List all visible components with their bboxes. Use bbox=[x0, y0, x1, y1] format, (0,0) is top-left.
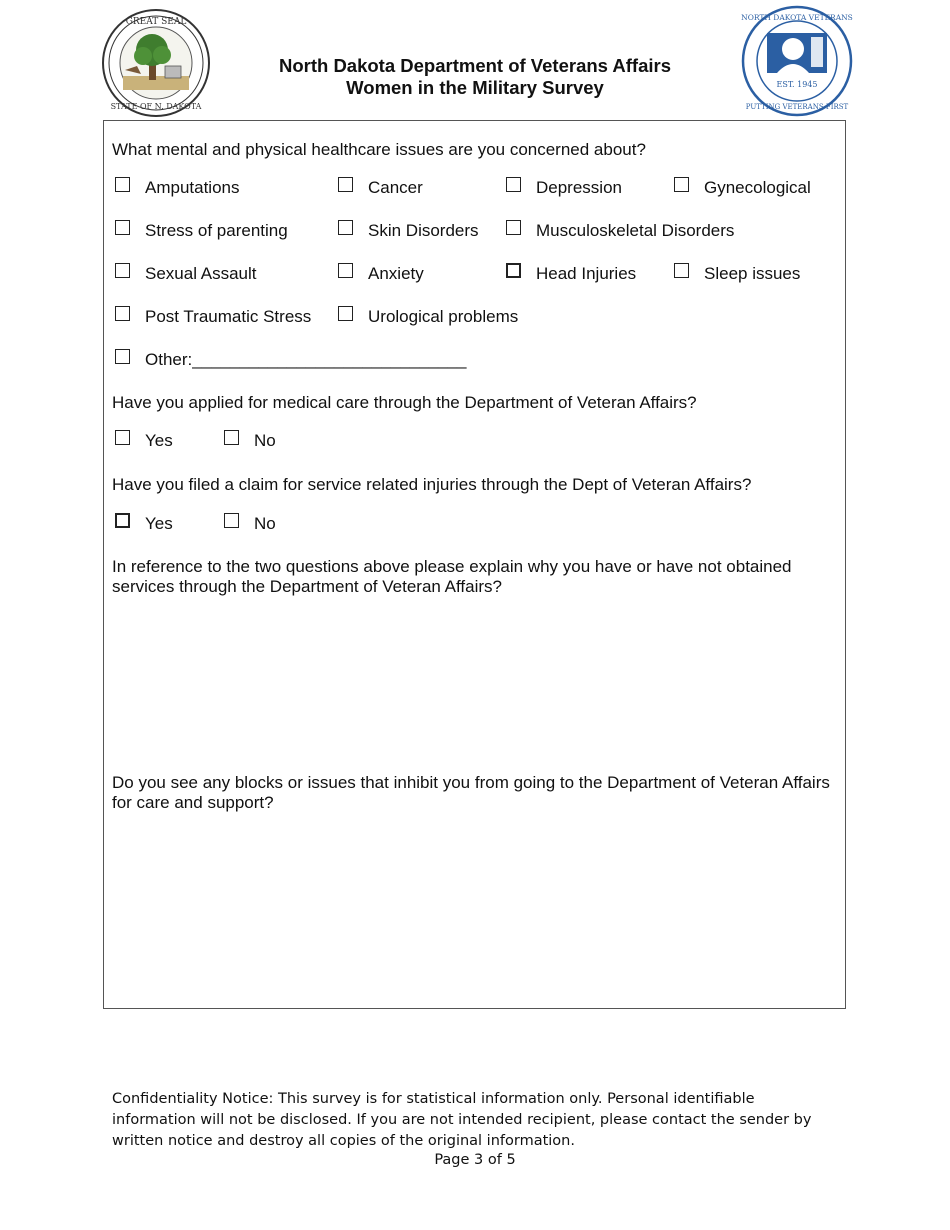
page-title bbox=[230, 55, 720, 99]
checkbox-other[interactable] bbox=[115, 349, 130, 364]
option-sexual-assault: Sexual Assault bbox=[145, 264, 257, 283]
checkbox-post-traumatic-stress[interactable] bbox=[115, 306, 130, 321]
q2-yes-label: Yes bbox=[145, 431, 173, 450]
checkbox-q3-yes[interactable] bbox=[115, 513, 130, 528]
option-musculoskeletal: Musculoskeletal Disorders bbox=[536, 221, 735, 240]
nd-veterans-affairs-seal-logo bbox=[741, 5, 853, 117]
question-blocks-issues: Do you see any blocks or issues that inhibit you from going to the Department of Veteran Affairs for care and support? bbox=[112, 773, 830, 812]
checkbox-musculoskeletal[interactable] bbox=[506, 220, 521, 235]
option-gynecological: Gynecological bbox=[704, 178, 811, 197]
checkbox-skin-disorders[interactable] bbox=[338, 220, 353, 235]
svg-text:EST. 1945: EST. 1945 bbox=[776, 80, 818, 89]
checkbox-stress-of-parenting[interactable] bbox=[115, 220, 130, 235]
option-other: Other:_____________________________ bbox=[145, 350, 467, 369]
option-skin-disorders: Skin Disorders bbox=[368, 221, 479, 240]
checkbox-depression[interactable] bbox=[506, 177, 521, 192]
svg-text:GREAT SEAL: GREAT SEAL bbox=[125, 17, 187, 27]
confidentiality-notice: Confidentiality Notice: This survey is for statistical information only. Personal identifiable information will not be disclosed. If you are not intended recipient, please contact the sender by written notice and destroy all copies of the original information. bbox=[112, 1091, 812, 1149]
q3-no-label: No bbox=[254, 514, 276, 533]
answer-area-explain-services[interactable] bbox=[112, 605, 837, 765]
svg-text:NORTH DAKOTA VETERANS: NORTH DAKOTA VETERANS bbox=[741, 13, 853, 22]
checkbox-sleep-issues[interactable] bbox=[674, 263, 689, 278]
question-explain-services: In reference to the two questions above please explain why you have or have not obtained services through the Department of Veteran Affairs? bbox=[112, 557, 792, 596]
option-amputations: Amputations bbox=[145, 178, 240, 197]
checkbox-cancer[interactable] bbox=[338, 177, 353, 192]
checkbox-gynecological[interactable] bbox=[674, 177, 689, 192]
q2-no-label: No bbox=[254, 431, 276, 450]
answer-area-blocks-issues[interactable] bbox=[112, 820, 837, 1000]
q3-yes-label: Yes bbox=[145, 514, 173, 533]
title-line-2: Women in the Military Survey bbox=[346, 77, 604, 98]
checkbox-q3-no[interactable] bbox=[224, 513, 239, 528]
option-stress-of-parenting: Stress of parenting bbox=[145, 221, 288, 240]
page-number: Page 3 of 5 bbox=[434, 1152, 516, 1168]
question-healthcare-issues: What mental and physical healthcare issues are you concerned about? bbox=[112, 140, 646, 159]
checkbox-head-injuries[interactable] bbox=[506, 263, 521, 278]
option-cancer: Cancer bbox=[368, 178, 423, 197]
question-applied-medical-care: Have you applied for medical care through the Department of Veteran Affairs? bbox=[112, 393, 697, 412]
svg-text:PUTTING VETERANS FIRST: PUTTING VETERANS FIRST bbox=[745, 103, 849, 111]
checkbox-anxiety[interactable] bbox=[338, 263, 353, 278]
option-anxiety: Anxiety bbox=[368, 264, 424, 283]
checkbox-q2-yes[interactable] bbox=[115, 430, 130, 445]
checkbox-urological-problems[interactable] bbox=[338, 306, 353, 321]
option-post-traumatic-stress: Post Traumatic Stress bbox=[145, 307, 312, 326]
svg-text:STATE OF N. DAKOTA: STATE OF N. DAKOTA bbox=[110, 102, 202, 111]
north-dakota-great-seal-logo bbox=[101, 8, 211, 118]
question-filed-claim: Have you filed a claim for service related injuries through the Dept of Veteran Affairs? bbox=[112, 475, 752, 494]
checkbox-q2-no[interactable] bbox=[224, 430, 239, 445]
title-line-1: North Dakota Department of Veterans Affairs bbox=[278, 55, 671, 76]
checkbox-sexual-assault[interactable] bbox=[115, 263, 130, 278]
option-sleep-issues: Sleep issues bbox=[704, 264, 801, 283]
option-depression: Depression bbox=[536, 178, 622, 197]
option-urological-problems: Urological problems bbox=[368, 307, 519, 326]
checkbox-amputations[interactable] bbox=[115, 177, 130, 192]
option-head-injuries: Head Injuries bbox=[536, 264, 637, 283]
